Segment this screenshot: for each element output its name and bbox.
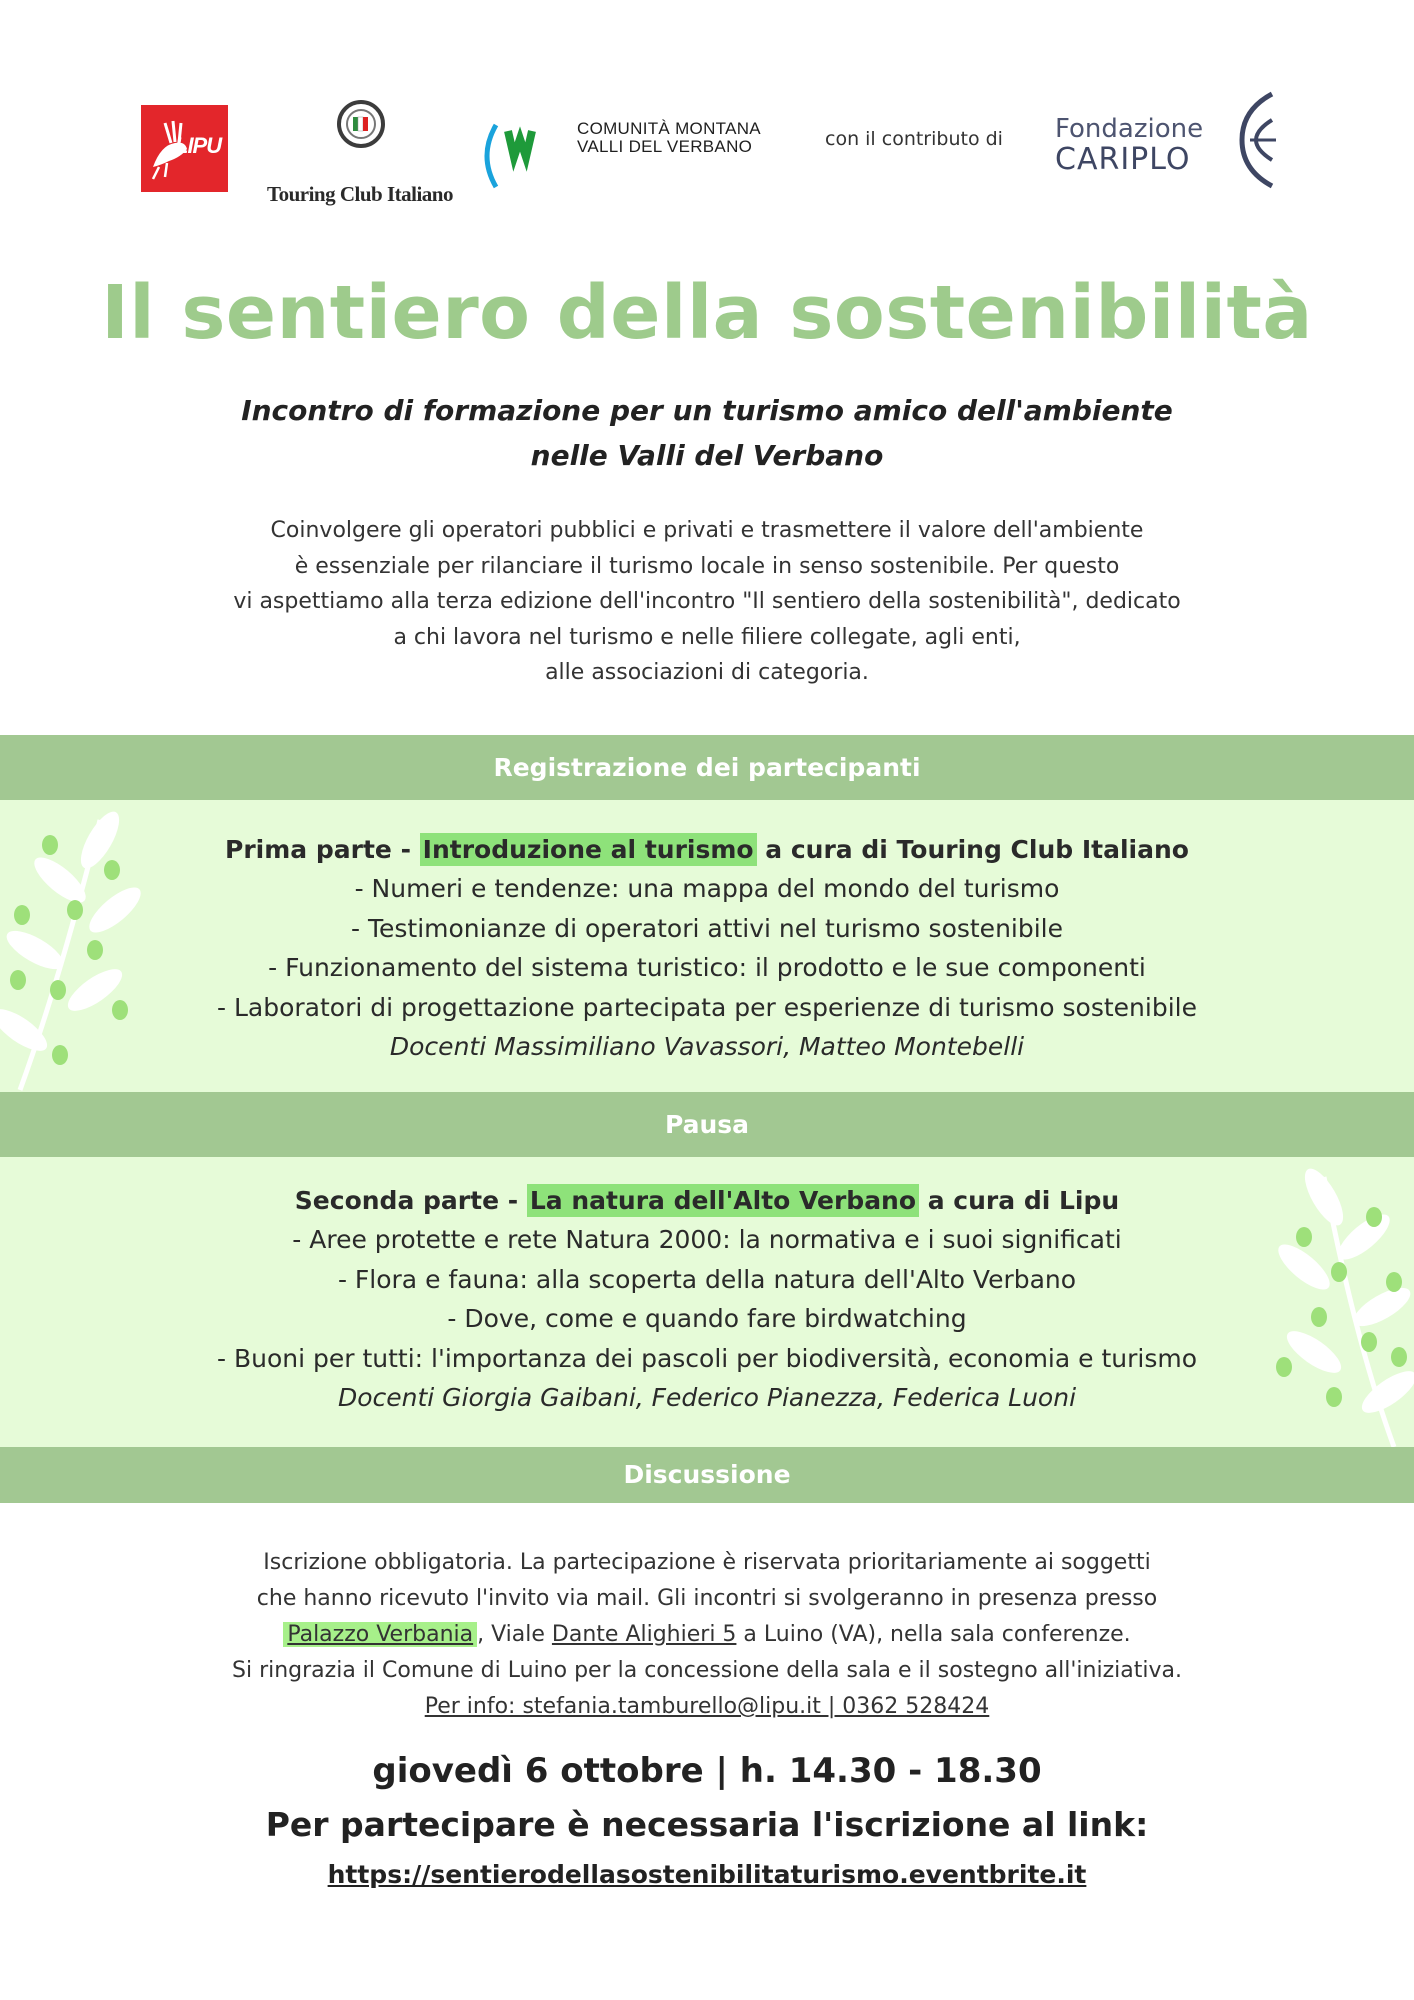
intro-line: Coinvolgere gli operatori pubblici e privati e trasmettere il valore dell'ambiente — [270, 518, 1144, 543]
part2-item: - Aree protette e rete Natura 2000: la normativa e i suoi significati — [292, 1225, 1122, 1254]
footer-line: Si ringrazia il Comune di Luino per la concessione della sala e il sostegno all'iniziativa. — [232, 1658, 1182, 1683]
part2-item: - Flora e fauna: alla scoperta della natura dell'Alto Verbano — [337, 1264, 1077, 1294]
intro-paragraph — [0, 513, 1414, 691]
comunita-line2: VALLI DEL VERBANO — [577, 137, 753, 156]
comunita-montana-name — [577, 120, 761, 156]
registration-cta: Per partecipare è necessaria l'iscrizione al link: — [265, 1805, 1149, 1844]
subtitle — [0, 388, 1414, 478]
discussione-label: Discussione — [623, 1460, 791, 1489]
cariplo-label: CARIPLO — [1055, 142, 1191, 177]
intro-line: a chi lavora nel turismo e nelle filiere collegate, agli enti, — [393, 624, 1021, 650]
eventbrite-link[interactable]: https://sentierodellasostenibilitaturismo.eventbrite.it — [327, 1860, 1087, 1889]
part1-heading — [0, 830, 1414, 869]
page-title: Il sentiero della sostenibilità — [101, 270, 1313, 356]
footer-address-line — [0, 1617, 1414, 1653]
part1-content — [0, 830, 1414, 1067]
part1-panel — [0, 800, 1414, 1092]
intro-line: alle associazioni di categoria. — [545, 660, 869, 685]
footer-viale: Viale — [484, 1622, 552, 1647]
discussione-bar — [0, 1447, 1414, 1503]
footer-info — [0, 1545, 1414, 1725]
part2-content — [0, 1181, 1414, 1418]
contributo-label: con il contributo di — [825, 128, 1003, 150]
registrazione-bar — [0, 735, 1414, 800]
part2-heading — [0, 1181, 1414, 1220]
intro-line: vi aspettiamo alla terza edizione dell'incontro "Il sentiero della sostenibilità", dedicato — [233, 589, 1181, 614]
pausa-bar — [0, 1092, 1414, 1157]
contact-info-link[interactable]: Per info: stefania.tamburello@lipu.it | 0362 528424 — [424, 1694, 990, 1719]
subtitle-line1: Incontro di formazione per un turismo amico dell'ambiente — [241, 394, 1173, 427]
subtitle-line2: nelle Valli del Verbano — [530, 439, 884, 472]
lipu-logo — [141, 105, 228, 192]
part1-prefix: Prima parte - — [225, 835, 420, 864]
event-date: giovedì 6 ottobre | h. 14.30 - 18.30 — [372, 1751, 1042, 1791]
footer-city: a Luino (VA), nella sala conferenze. — [736, 1622, 1131, 1647]
part2-highlight: La natura dell'Alto Verbano — [527, 1184, 919, 1217]
lipu-wordmark: LIPU — [175, 133, 222, 158]
part1-highlight: Introduzione al turismo — [420, 833, 757, 866]
part2-item: - Buoni per tutti: l'importanza dei pascoli per biodiversità, economia e turismo — [216, 1343, 1198, 1373]
palazzo-verbania-link[interactable]: Palazzo Verbania — [283, 1622, 477, 1647]
part1-item: - Laboratori di progettazione partecipata per esperienze di turismo sostenibile — [217, 992, 1197, 1022]
part1-item: - Funzionamento del sistema turistico: il prodotto e le sue componenti — [268, 953, 1146, 982]
part1-item: - Numeri e tendenze: una mappa del mondo del turismo — [354, 874, 1060, 903]
comunita-line1: COMUNITÀ MONTANA — [577, 119, 761, 138]
registrazione-label: Registrazione dei partecipanti — [493, 753, 921, 782]
logo-strip — [0, 85, 1414, 205]
part2-prefix: Seconda parte - — [294, 1186, 527, 1215]
part1-docenti: Docenti Massimiliano Vavassori, Matteo Montebelli — [389, 1032, 1025, 1061]
part2-suffix: a cura di Lipu — [919, 1186, 1120, 1215]
part2-docenti: Docenti Giorgia Gaibani, Federico Pianezza, Federica Luoni — [337, 1383, 1077, 1412]
part1-suffix: a cura di Touring Club Italiano — [756, 835, 1189, 864]
footer-line: Iscrizione obbligatoria. La partecipazione è riservata prioritariamente ai soggetti — [263, 1550, 1151, 1575]
comunita-montana-mark-icon — [482, 121, 562, 191]
footer-comma: , — [477, 1622, 485, 1647]
fondazione-label: Fondazione — [1055, 114, 1204, 144]
footer-line: che hanno ricevuto l'invito via mail. Gli incontri si svolgeranno in presenza presso — [256, 1586, 1158, 1611]
touring-club-logo — [255, 100, 465, 206]
part1-item: - Testimonianze di operatori attivi nel turismo sostenibile — [351, 913, 1063, 943]
intro-line: è essenziale per rilanciare il turismo locale in senso sostenibile. Per questo — [294, 553, 1120, 579]
part2-item: - Dove, come e quando fare birdwatching — [447, 1304, 967, 1333]
cariplo-mark-icon — [1232, 90, 1280, 190]
tci-wordmark: Touring Club Italiano — [267, 182, 453, 206]
part2-panel — [0, 1157, 1414, 1447]
tci-emblem-icon — [337, 100, 385, 148]
pausa-label: Pausa — [664, 1110, 750, 1139]
address-link[interactable]: Dante Alighieri 5 — [551, 1622, 737, 1647]
